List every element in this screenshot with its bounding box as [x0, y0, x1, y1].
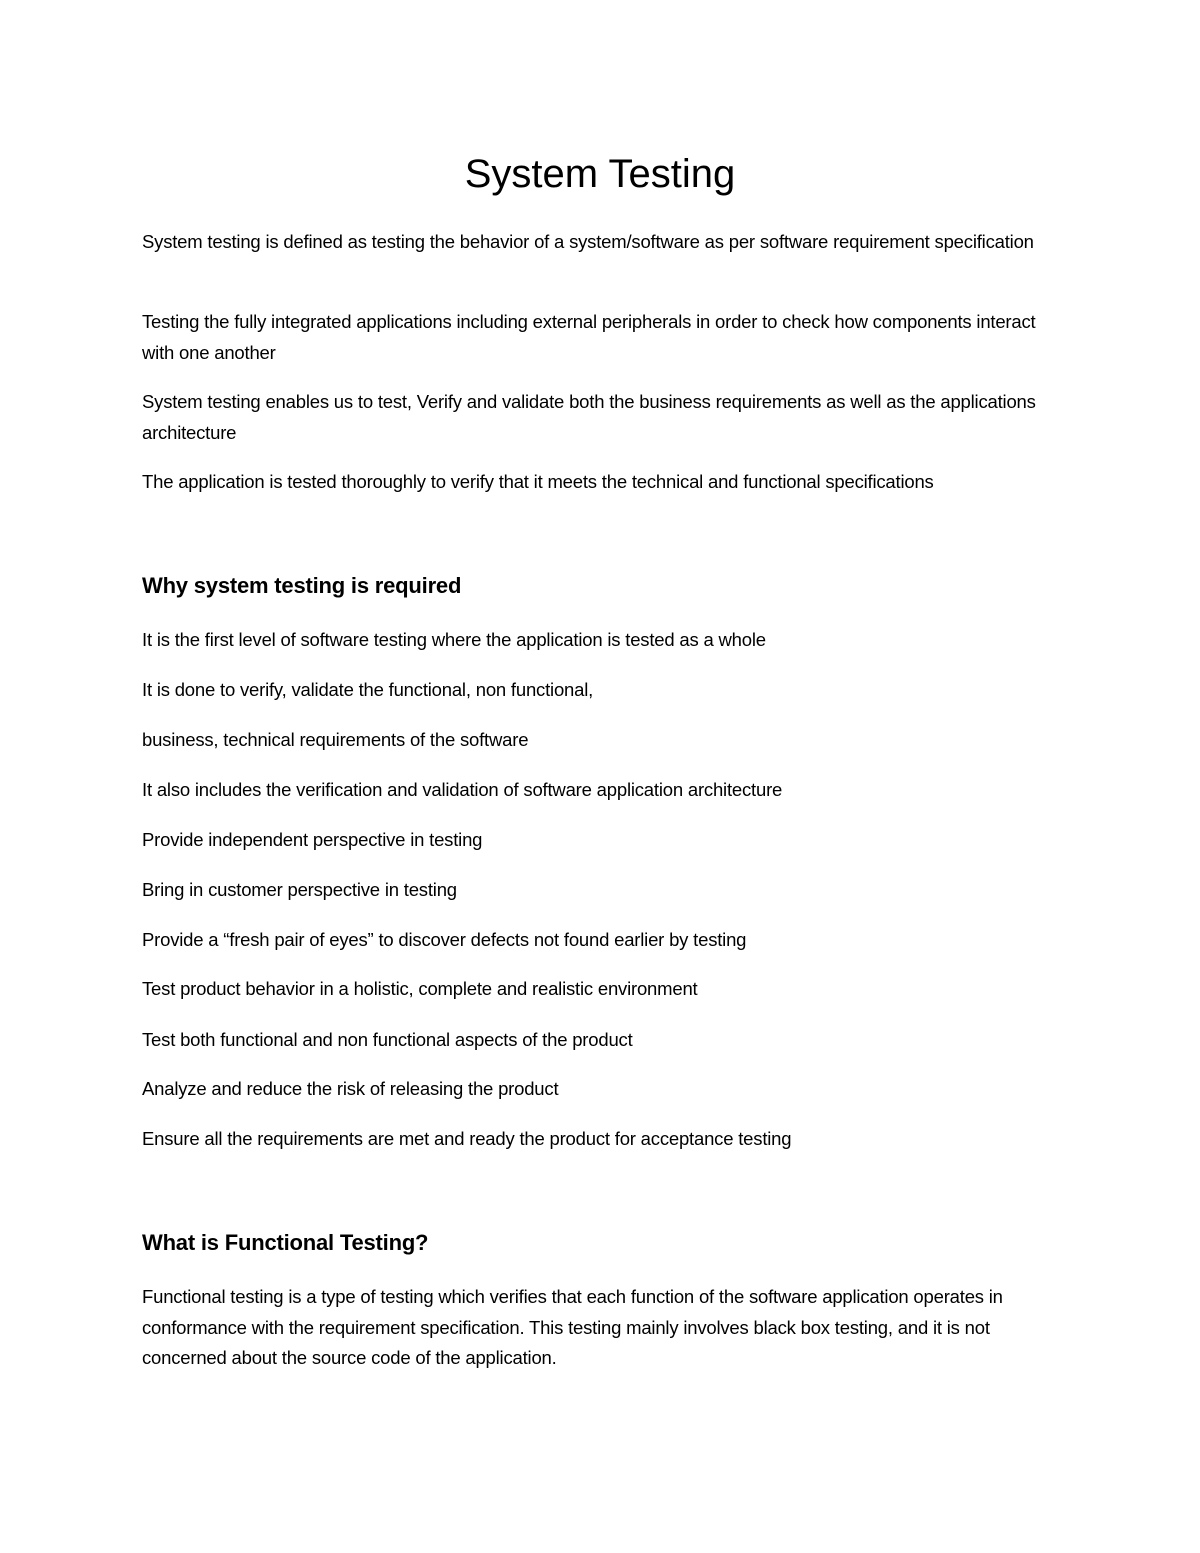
why-item-10: Analyze and reduce the risk of releasing the product — [142, 1078, 559, 1099]
why-item-4: It also includes the verification and validation of software application architecture — [142, 779, 783, 800]
why-item-8: Test product behavior in a holistic, complete and realistic environment — [142, 978, 698, 999]
intro-paragraph-3: System testing enables us to test, Verify and validate both the business requirements as well as the applications architecture — [142, 391, 1036, 443]
why-item-1: It is the first level of software testing where the application is tested as a whole — [142, 629, 766, 650]
section-heading-why: Why system testing is required — [142, 573, 462, 598]
intro-paragraph-4: The application is tested thoroughly to verify that it meets the technical and functional specifications — [142, 471, 934, 492]
section-heading-functional: What is Functional Testing? — [142, 1230, 429, 1255]
page-title: System Testing — [464, 152, 736, 196]
why-item-7: Provide a “fresh pair of eyes” to discover defects not found earlier by testing — [142, 929, 747, 950]
why-item-2: It is done to verify, validate the functional, non functional, — [142, 679, 594, 700]
why-item-3: business, technical requirements of the software — [142, 729, 529, 750]
why-item-9: Test both functional and non functional aspects of the product — [142, 1029, 633, 1050]
why-item-11: Ensure all the requirements are met and ready the product for acceptance testing — [142, 1128, 792, 1149]
intro-paragraph-2: Testing the fully integrated applications including external peripherals in order to check how components interact with one another — [142, 311, 1036, 363]
functional-paragraph: Functional testing is a type of testing which verifies that each function of the software application operates in conformance with the requirement specification. This testing mainly involves black box testing, and it is not concerned about the source code of the application. — [142, 1286, 1003, 1368]
why-item-5: Provide independent perspective in testing — [142, 829, 483, 850]
intro-paragraph-1: System testing is defined as testing the behavior of a system/software as per software requirement specification — [142, 231, 1034, 252]
why-item-6: Bring in customer perspective in testing — [142, 879, 457, 900]
